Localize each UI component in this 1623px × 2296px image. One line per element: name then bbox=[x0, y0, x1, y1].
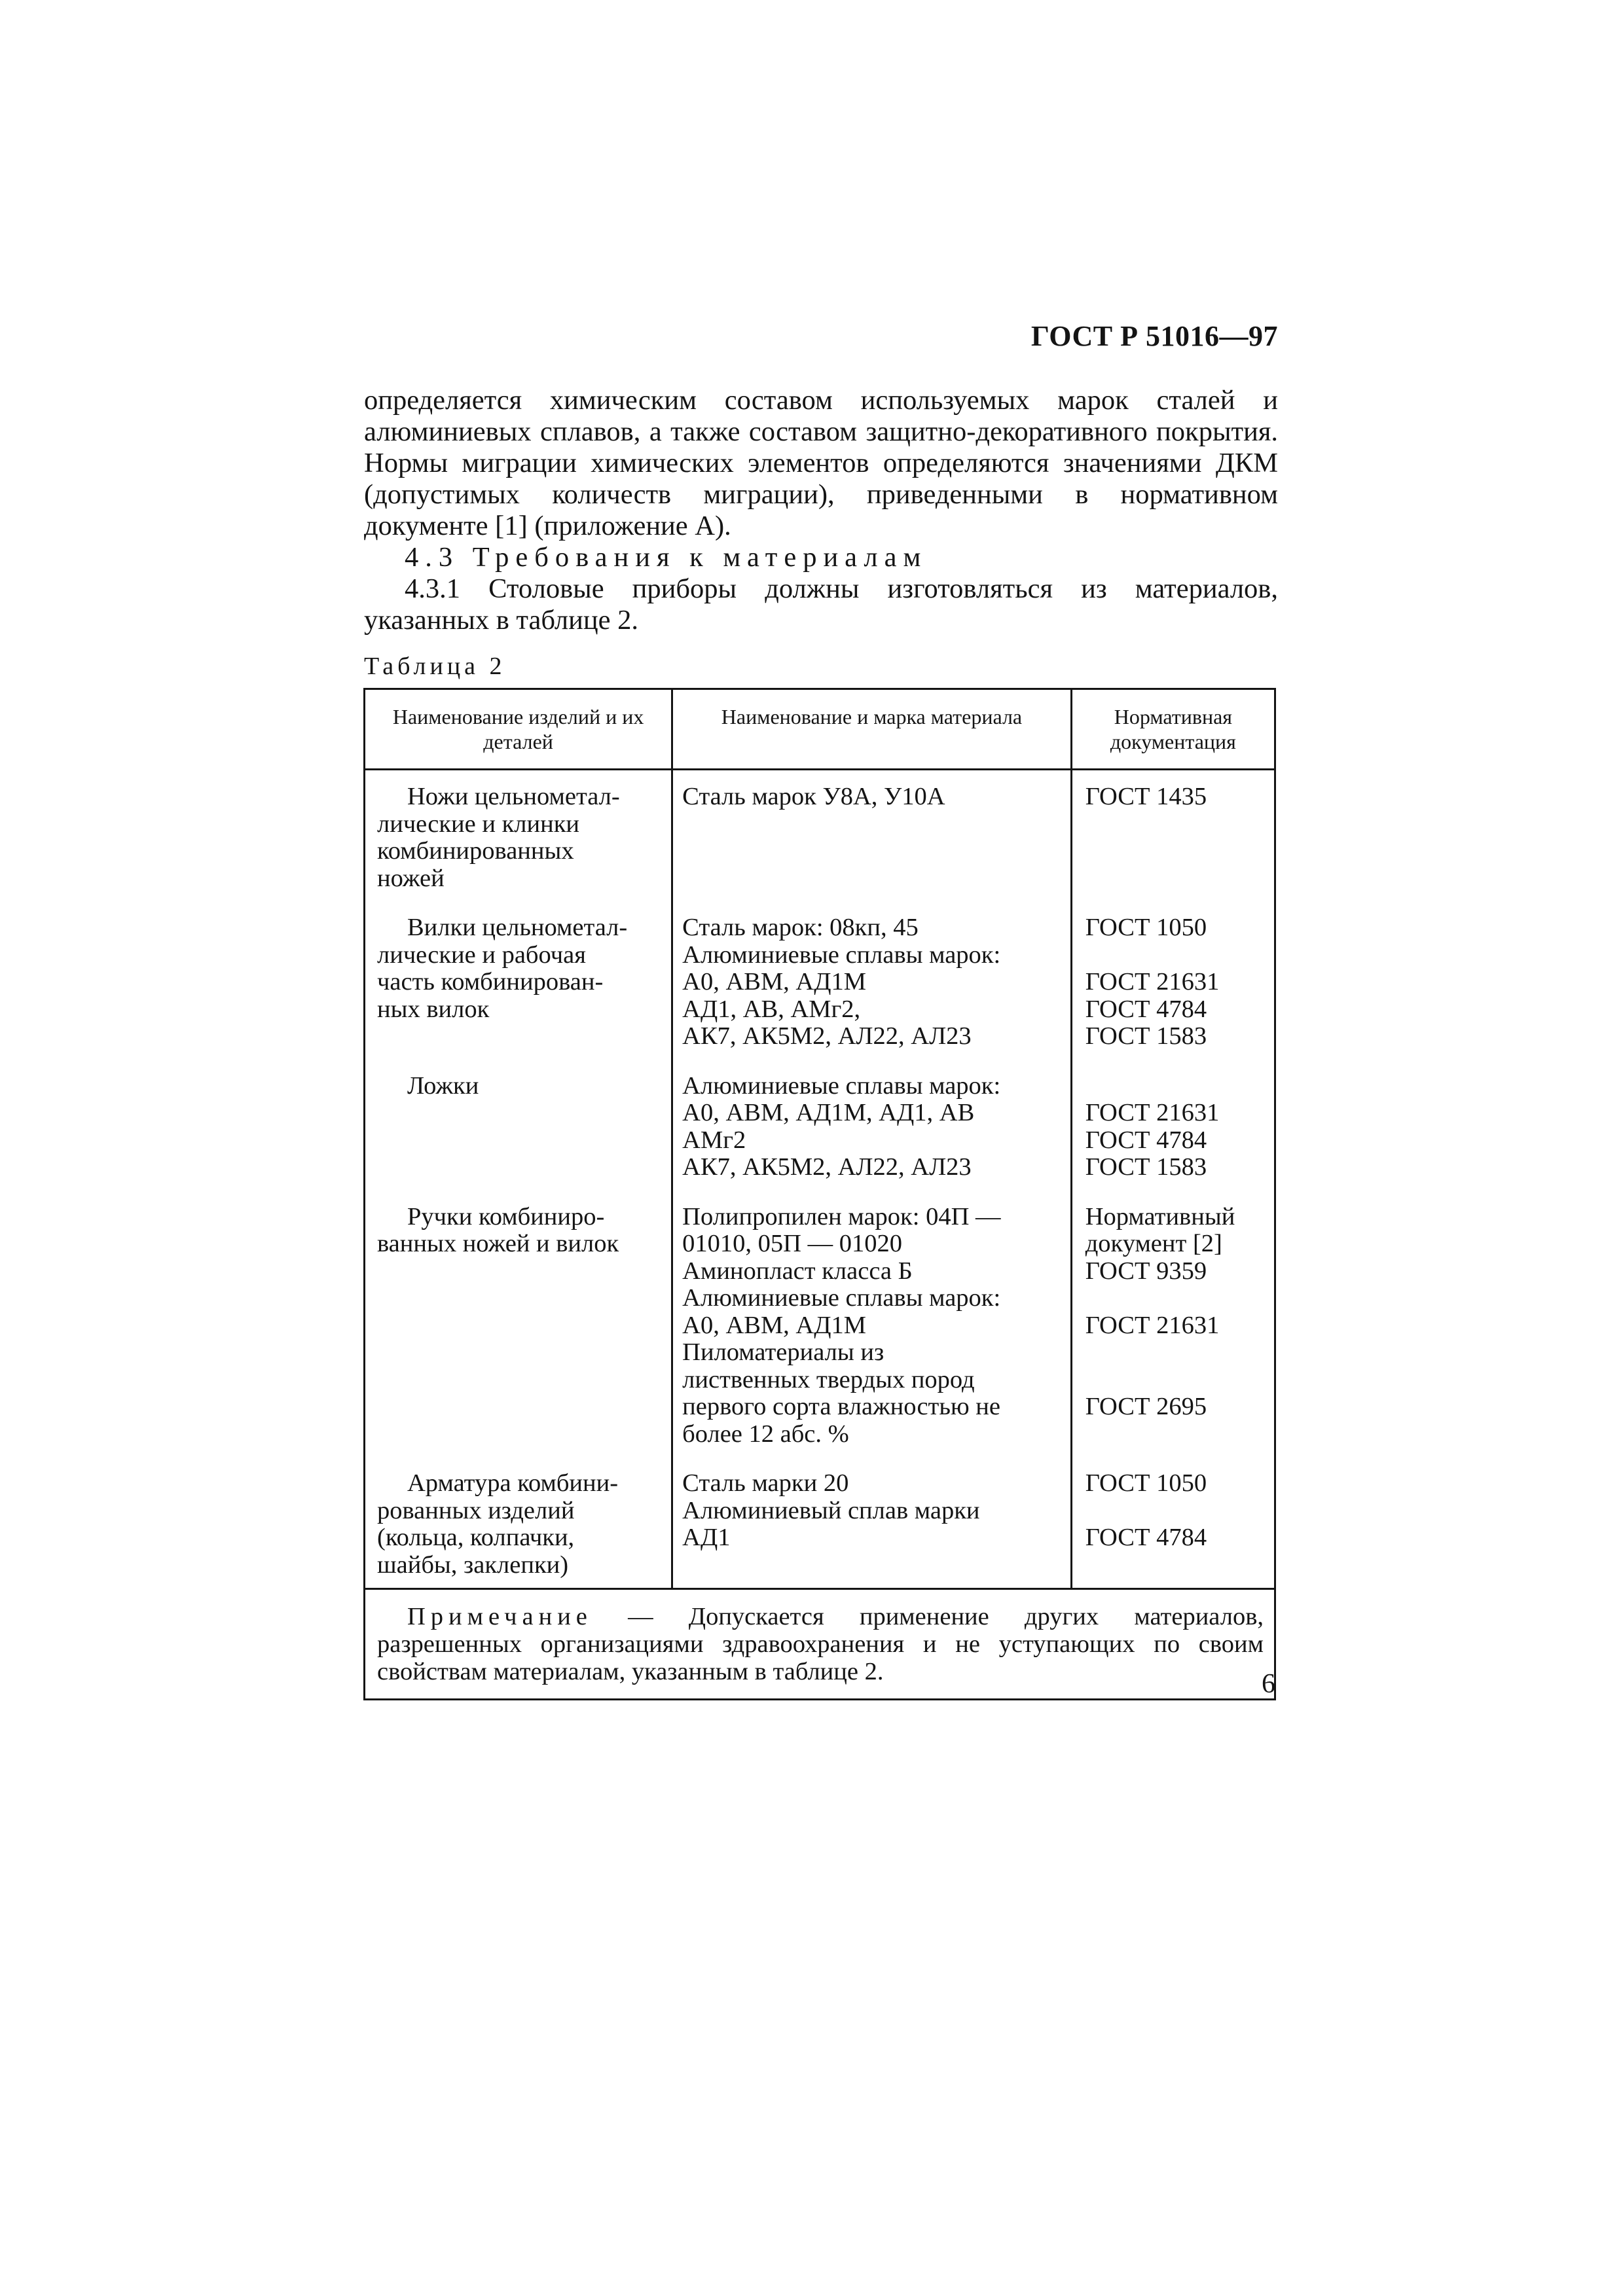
note-text: — Допускается применение других материалов, разрешенных организациями здравоохранения и не уступающих по своим свойствам материалам, указанным в таблице 2. bbox=[377, 1603, 1264, 1685]
cell-line: Вилки цельнометал- bbox=[407, 914, 628, 941]
normative-doc-cell bbox=[1071, 1191, 1275, 1458]
blank-line bbox=[1085, 1285, 1265, 1312]
header-item-name: Наименование изделий и их деталей bbox=[365, 689, 672, 770]
table-header-row bbox=[365, 689, 1275, 770]
table-row bbox=[365, 1060, 1275, 1191]
body-text bbox=[364, 385, 1278, 636]
material-cell bbox=[672, 770, 1072, 902]
cell-line: Арматура комбини- bbox=[407, 1469, 619, 1497]
cell-line: Ножи цельнометал- bbox=[407, 783, 620, 810]
blank-line bbox=[1085, 1498, 1265, 1525]
cell-line: ГОСТ 4784 bbox=[1085, 995, 1207, 1023]
material-cell bbox=[672, 1457, 1072, 1589]
cell-line: ГОСТ 1050 bbox=[1085, 1469, 1207, 1497]
cell-line: АД1 bbox=[682, 1524, 731, 1551]
cell-line: Алюминиевые сплавы марок: bbox=[682, 941, 1001, 969]
cell-line: ГОСТ 1435 bbox=[1085, 783, 1207, 810]
section-heading-materials bbox=[364, 542, 1278, 573]
section-heading-text: 4.3 Требования к материалам bbox=[405, 542, 928, 573]
cell-line: часть комбинирован- bbox=[377, 968, 604, 996]
cell-line: А0, АВМ, АД1М bbox=[682, 968, 866, 996]
cell-line: ГОСТ 21631 bbox=[1085, 1099, 1220, 1126]
normative-doc-cell bbox=[1071, 770, 1275, 902]
cell-line: Сталь марок: 08кп, 45 bbox=[682, 914, 919, 941]
cell-line: ных вилок bbox=[377, 995, 490, 1023]
blank-line bbox=[1085, 1073, 1265, 1100]
cell-line: первого сорта влажностью не bbox=[682, 1393, 1000, 1420]
blank-line bbox=[1085, 1367, 1265, 1394]
table-caption: Таблица 2 bbox=[364, 653, 506, 680]
cell-line: рованных изделий bbox=[377, 1496, 575, 1524]
table-note bbox=[365, 1589, 1275, 1700]
cell-line: АК7, АК5М2, АЛ22, АЛ23 bbox=[682, 1022, 972, 1050]
cell-line: А0, АВМ, АД1М bbox=[682, 1311, 866, 1339]
document-code: ГОСТ Р 51016—97 bbox=[1030, 320, 1278, 352]
blank-line bbox=[1085, 1339, 1265, 1367]
cell-line: Полипропилен марок: 04П — bbox=[682, 1202, 1001, 1230]
header-normative-docs: Нормативная документация bbox=[1071, 689, 1275, 770]
item-name-cell bbox=[365, 901, 672, 1060]
table-row bbox=[365, 1191, 1275, 1458]
cell-line: ГОСТ 4784 bbox=[1085, 1126, 1207, 1154]
cell-line: ГОСТ 1050 bbox=[1085, 914, 1207, 941]
item-name-cell bbox=[365, 770, 672, 902]
cell-line: АМг2 bbox=[682, 1126, 746, 1154]
cell-line: Сталь марок У8А, У10А bbox=[682, 783, 945, 810]
cell-line: ГОСТ 21631 bbox=[1085, 1311, 1220, 1339]
cell-line: Алюминиевые сплавы марок: bbox=[682, 1284, 1001, 1312]
cell-line: шайбы, заклепки) bbox=[377, 1551, 569, 1579]
cell-line: Ложки bbox=[407, 1071, 479, 1100]
material-cell bbox=[672, 1060, 1072, 1191]
cell-line: лиственных твердых пород bbox=[682, 1365, 975, 1393]
cell-line: Сталь марки 20 bbox=[682, 1469, 849, 1497]
cell-line: Нормативный bbox=[1085, 1202, 1235, 1230]
page-number: 6 bbox=[1262, 1669, 1275, 1699]
cell-line: Ручки комбиниро- bbox=[407, 1202, 605, 1230]
cell-line: ножей bbox=[377, 864, 445, 892]
table-row bbox=[365, 770, 1275, 902]
cell-line: АД1, АВ, АМг2, bbox=[682, 995, 861, 1023]
material-cell bbox=[672, 901, 1072, 1060]
note-label: Примечание bbox=[407, 1603, 593, 1630]
material-cell bbox=[672, 1191, 1072, 1458]
blank-line bbox=[1085, 1421, 1265, 1448]
header-material-name: Наименование и марка материала bbox=[672, 689, 1072, 770]
cell-line: лические и рабочая bbox=[377, 941, 586, 969]
cell-line: ГОСТ 9359 bbox=[1085, 1257, 1207, 1285]
normative-doc-cell bbox=[1071, 901, 1275, 1060]
paragraph-migration-norms: определяется химическим составом используемых марок сталей и алюминиевых сплавов, а также составом защитно-декоративного покрытия. Нормы миграции химических элементов определяются значениями ДКМ (допустимых количеств миграции), приведенными в нормативном документе [1] (приложение А). bbox=[364, 385, 1278, 541]
cell-line: более 12 абс. % bbox=[682, 1420, 849, 1448]
item-name-cell bbox=[365, 1060, 672, 1191]
item-name-cell bbox=[365, 1191, 672, 1458]
item-name-cell bbox=[365, 1457, 672, 1589]
cell-line: лические и клинки bbox=[377, 810, 579, 838]
table-note-row bbox=[365, 1589, 1275, 1700]
cell-line: ГОСТ 21631 bbox=[1085, 968, 1220, 996]
cell-line: ванных ножей и вилок bbox=[377, 1230, 619, 1257]
blank-line bbox=[1085, 942, 1265, 969]
cell-line: А0, АВМ, АД1М, АД1, АВ bbox=[682, 1099, 975, 1126]
cell-line: Алюминиевый сплав марки bbox=[682, 1496, 980, 1524]
cell-line: ГОСТ 4784 bbox=[1085, 1524, 1207, 1551]
table-row bbox=[365, 901, 1275, 1060]
cell-line: Алюминиевые сплавы марок: bbox=[682, 1071, 1001, 1100]
cell-line: документ [2] bbox=[1085, 1230, 1222, 1257]
cell-line: ГОСТ 2695 bbox=[1085, 1393, 1207, 1420]
materials-table bbox=[363, 688, 1276, 1700]
cell-line: комбинированных bbox=[377, 837, 574, 865]
normative-doc-cell bbox=[1071, 1457, 1275, 1589]
table-row bbox=[365, 1457, 1275, 1589]
cell-line: Аминопласт класса Б bbox=[682, 1257, 913, 1285]
cell-line: ГОСТ 1583 bbox=[1085, 1022, 1207, 1050]
cell-line: ГОСТ 1583 bbox=[1085, 1153, 1207, 1181]
paragraph-materials-requirement: 4.3.1 Столовые приборы должны изготовляться из материалов, указанных в таблице 2. bbox=[364, 573, 1278, 636]
cell-line: АК7, АК5М2, АЛ22, АЛ23 bbox=[682, 1153, 972, 1181]
cell-line: Пиломатериалы из bbox=[682, 1338, 884, 1366]
cell-line: (кольца, колпачки, bbox=[377, 1524, 575, 1551]
cell-line: 01010, 05П — 01020 bbox=[682, 1230, 902, 1257]
normative-doc-cell bbox=[1071, 1060, 1275, 1191]
